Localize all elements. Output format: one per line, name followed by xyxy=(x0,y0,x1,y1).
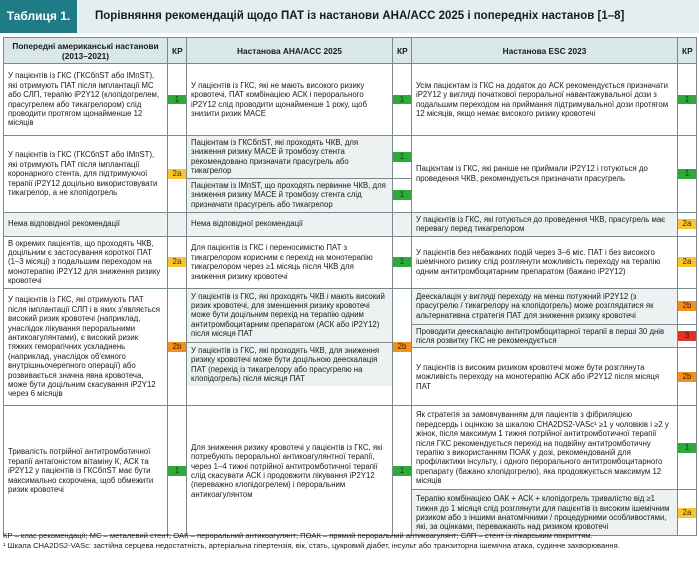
table-row xyxy=(4,236,697,288)
class-badge: 1 xyxy=(168,466,186,475)
footnote: ¹ Шкала CHA2DS2-VASc: застійна серцева недостатність, артеріальна гіпертензія, вік, стать, цукровий діабет, інсульт або транзиторна ішемічна атака, судинне захворювання. xyxy=(3,541,620,550)
table-header xyxy=(0,0,699,33)
table-row xyxy=(4,406,697,490)
table-number-badge: Таблиця 1. xyxy=(0,0,77,33)
aha-recommendation: Для пацієнтів із ГКС і переносимістю ПАТ з тикагрелором корисним є перехід на монотерапію тикагрелором через ≥1 місяць після ЧКВ для зниження ризику кровотечі xyxy=(187,236,393,288)
aha-recommendation: У пацієнтів із ГКС, які проходять ЧКВ і мають високий ризик кровотечі, для зменшення ризику кровотечі може бути доцільним перехід на терапію одним антитромбоцитарним препаратом (АСК або іP2Y12) після місяця ПАТ xyxy=(187,289,392,343)
class-badge: 2a xyxy=(168,169,186,178)
col-header-aha: Настанова AHA/ACC 2025 xyxy=(187,38,393,64)
class-badge: 2a xyxy=(168,257,186,266)
col-header-class-2: КР xyxy=(393,38,412,64)
esc-recommendation: У пацієнтів із ГКС, які готуються до проведення ЧКВ, прасугрель має перевагу перед тикагрелором xyxy=(412,212,678,236)
class-badge: 1 xyxy=(393,257,411,266)
class-badge: 1 xyxy=(393,152,411,161)
prev-recommendation: В окремих пацієнтів, що проходять ЧКВ, доцільним є застосування короткої ПАТ (1–3 місяці) з подальшим переходом на монотерапію іP2Y12 для зниження ризику кровотечі xyxy=(4,236,168,288)
class-badge: 1 xyxy=(678,95,696,104)
table-row xyxy=(4,288,697,324)
class-badge: 2a xyxy=(678,257,696,266)
col-header-esc: Настанова ESC 2023 xyxy=(412,38,678,64)
class-badge: 1 xyxy=(393,95,411,104)
class-badge: 2b xyxy=(393,342,411,351)
class-badge: 1 xyxy=(678,443,696,452)
class-badge: 2b xyxy=(678,301,696,310)
esc-recommendation: У пацієнтів без небажаних подій через 3–6 міс. ПАТ і без високого ішемічного ризику слід розглянути можливість переходу на терапію одним антитромбоцитарним препаратом (бажано іP2Y12) xyxy=(412,236,678,288)
class-badge: 3 xyxy=(678,331,696,340)
table-row xyxy=(4,212,697,236)
prev-recommendation: У пацієнтів із ГКС (ГКСбпST або ІМпST), які отримують ПАТ після імплантації МС або СЛП, терапію іP2Y12 (клопідогрелем, прасугрелем або тикагрелором) слід проводити протягом щонайменше 12 місяців xyxy=(4,64,168,136)
class-badge: 2a xyxy=(678,219,696,228)
table-row xyxy=(4,136,697,179)
aha-recommendation: У пацієнтів із ГКС, які не мають високого ризику кровотечі, ПАТ комбінацією АСК і перорального іP2Y12 слід проводити щонайменше 1 року, щоб знизити ризик MACE xyxy=(187,64,393,136)
comparison-table xyxy=(3,37,697,536)
class-badge: 2b xyxy=(678,372,696,381)
aha-recommendation: Для зниження ризику кровотечі у пацієнтів із ГКС, які потребують пероральної антикоагулянтної терапії, через 1–4 тижні потрійної антитромботичної терапії слід скасувати АСК і продовжити лікування іP2Y12 (переважно клопідогрелем) і пероральним антикоагулянтом xyxy=(187,406,393,536)
aha-recommendation: Нема відповідної рекомендації xyxy=(187,212,393,236)
esc-recommendation: Усім пацієнтам із ГКС на додаток до АСК рекомендується призначати іP2Y12 у вигляді початкової пероральної навантажувальної дози з подальшим переходом на приймання підтримувальної дози протягом 12 місяців, якщо немає високого ризику кровотечі xyxy=(412,64,678,136)
class-badge: 1 xyxy=(393,190,411,199)
class-badge: 2a xyxy=(678,508,696,517)
col-header-previous: Попередні американські настанови (2013–2021) xyxy=(4,38,168,64)
abbreviations-note: КР – клас рекомендації; МС – металевий стент; ОАК – пероральний антикоагулянт; ПОАК – прямий пероральний антикоагулянт; СЛП – стент із лікарським покриттям. xyxy=(3,531,593,540)
prev-recommendation: Тривалість потрійної антитромботичної терапії антагоністом вітаміну К, АСК та іP2Y12 у пацієнтів із ГКСбпST має бути максимально скорочена, щоб обмежити ризик кровотечі xyxy=(4,406,168,536)
aha-recommendation: У пацієнтів із ГКС, які проходять ЧКВ, для зниження ризику кровотечі може бути доцільною деескалація ПАТ (перехід із тикагрелору або прасугрелю на клопідогрель) після місяця ПАТ xyxy=(187,343,392,387)
class-badge: 1 xyxy=(678,169,696,178)
table-head-row xyxy=(4,38,697,64)
table-title: Порівняння рекомендацій щодо ПАТ із настанови AHA/ACC 2025 і попередніх настанов [1–8] xyxy=(95,10,625,22)
esc-recommendation: Проводити деескалацію антитромбоцитарної терапії в перші 30 днів після розвитку ГКС не рекомендується xyxy=(412,324,678,348)
esc-recommendation: Терапію комбінацією ОАК + АСК + клопідогрель тривалістю від ≥1 тижня до 1 місяця слід розглянути для пацієнтів із високим ішемічним ризиком або з іншими анатомічними / процедурними особливостями, які, за оцінками, переважають над ризиком кровотечі xyxy=(412,490,678,536)
esc-recommendation: Пацієнтам із ГКС, які раніше не приймали іP2Y12 і готуються до проведення ЧКВ, рекомендується призначати прасугрель xyxy=(412,136,678,213)
prev-recommendation: Нема відповідної рекомендації xyxy=(4,212,168,236)
table-row xyxy=(4,64,697,136)
class-badge: 1 xyxy=(393,466,411,475)
aha-recommendation: Пацієнтам із ГКСбпST, які проходять ЧКВ, для зниження ризику MACE й тромбозу стента рекомендовано призначати прасугрель або тикагрелор xyxy=(187,136,393,179)
prev-recommendation: У пацієнтів із ГКС, які отримують ПАТ після імплантації СЛП і в яких з'являється високий ризик кровотечі (наприклад, унаслідок лікування пероральними антикоагулянтами), є високий ризик тяжких геморагічних ускладнень (наприклад, унаслідок об'ємного внутрішньочерепного операції) або розвивається значна явна кровотеча, може бути доцільним скасування іP2Y12 через 6 місяців xyxy=(4,288,168,406)
class-badge: 1 xyxy=(168,95,186,104)
prev-recommendation: У пацієнтів із ГКС (ГКСбпST або ІМпST), які отримують ПАТ після імплантації коронарного стента, для підтримуючої терапії іP2Y12 доцільно використовувати тикагрелор, а не клопідогрель xyxy=(4,136,168,213)
class-badge: 2b xyxy=(168,342,186,351)
col-header-class-1: КР xyxy=(168,38,187,64)
esc-recommendation: Як стратегія за замовчуванням для пацієнтів з фібриляцією передсердь і оцінкою за шкалою CHA2DS2-VASc¹ ≥1 у чоловіків і ≥2 у жінок, після максимум 1 тижня потрійної антитромботичної терапії після ГКС рекомендується перехід на подвійну антитромботичну терапію з використанням ПОАК у дозі, рекомендованій для профілактики інсульту, і одного перорального антитромбоцитарного препарату (бажано клопідогрелю), яка продовжується максимум 12 місяців xyxy=(412,406,678,490)
aha-recommendation: Пацієнтам із ІМпST, що проходять первинне ЧКВ, для зниження ризику MACE й тромбозу стента слід призначати прасугрель або тикагрелор xyxy=(187,178,393,212)
table-notes xyxy=(3,531,696,551)
col-header-class-3: КР xyxy=(678,38,697,64)
esc-recommendation: У пацієнтів із високим ризиком кровотечі може бути розглянута можливість переходу на монотерапію АСК або іP2Y12 після місяця ПАТ xyxy=(412,348,678,406)
esc-recommendation: Деескалація у вигляді переходу на менш потужний іP2Y12 (з прасугрелю / тикагрелору на клопідогрель) може розглядатися як альтернативна стратегія ПАТ для зниження ризику кровотечі xyxy=(412,288,678,324)
